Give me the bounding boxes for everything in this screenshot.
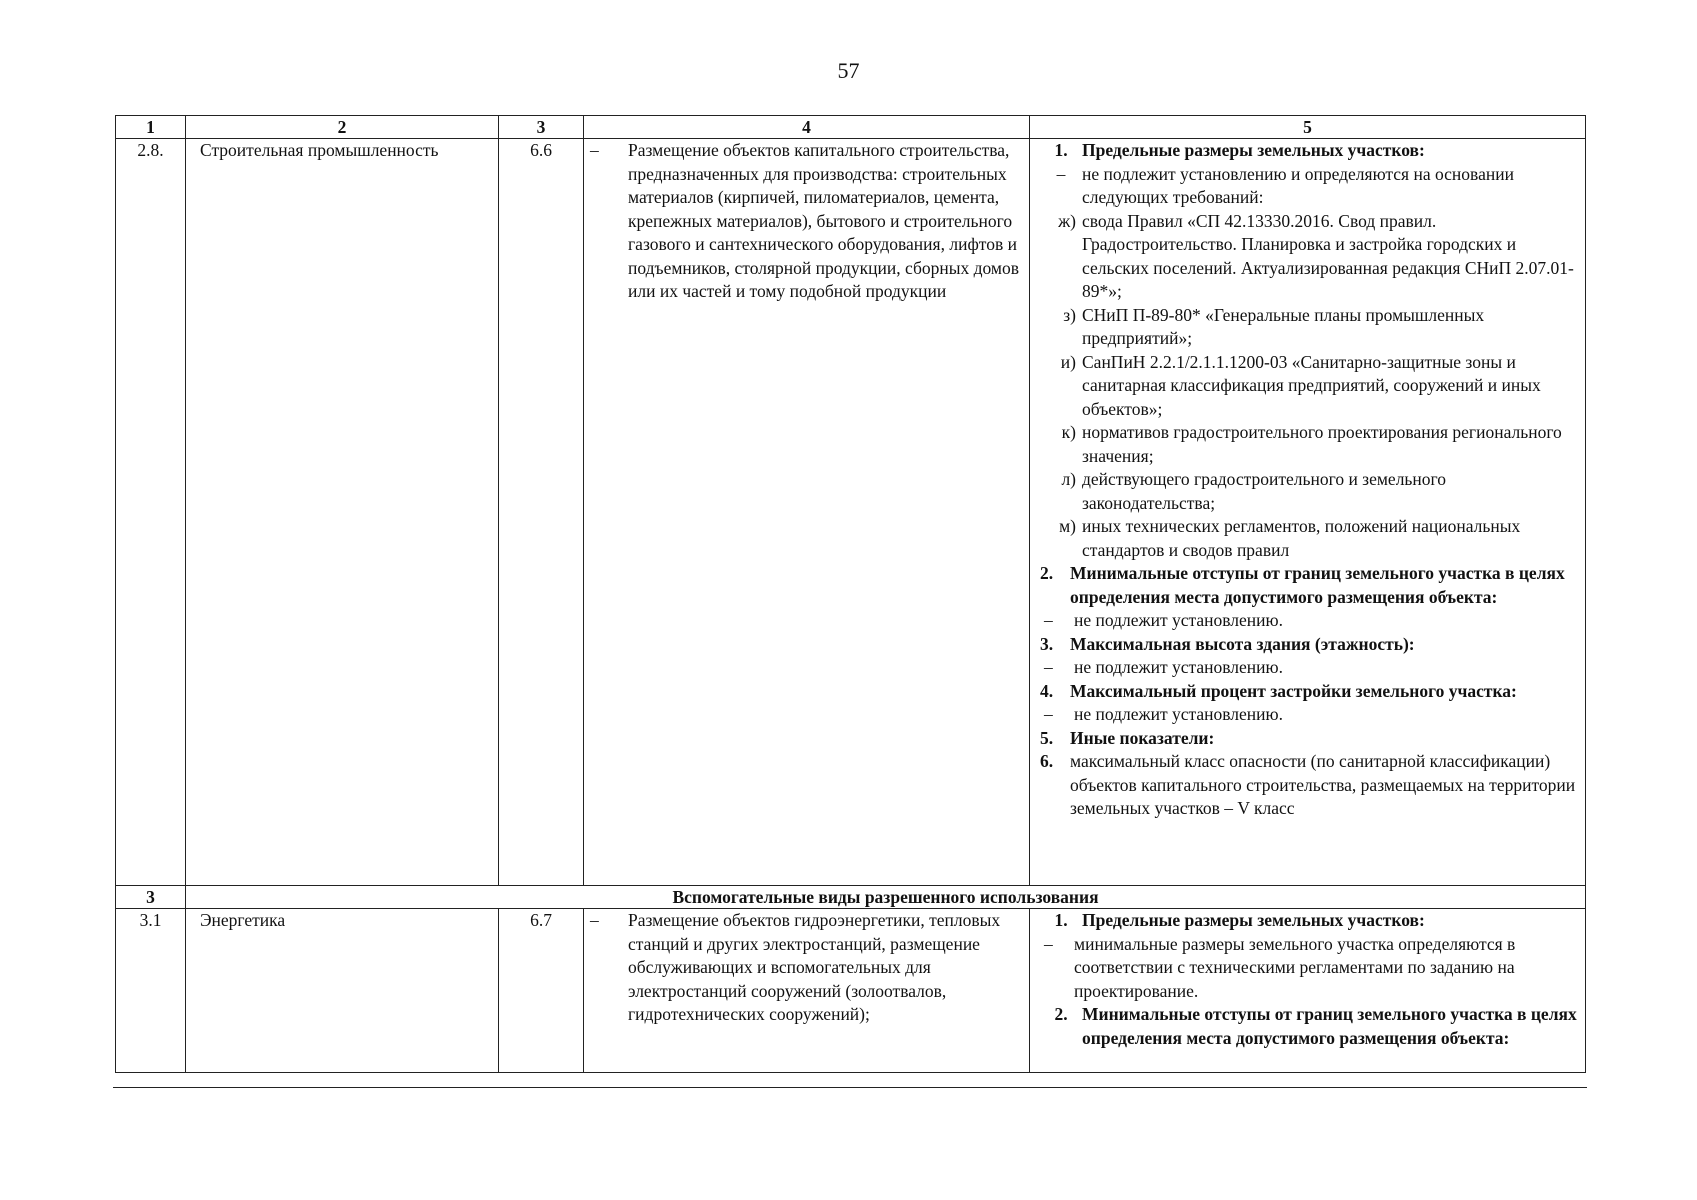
page-number: 57 <box>837 58 860 83</box>
parameter-marker: – <box>1044 657 1053 677</box>
row-number: 3.1 <box>116 909 186 1073</box>
parameter-item <box>1040 909 1577 933</box>
classifier-code: 6.6 <box>499 139 584 886</box>
classifier-code: 6.7 <box>499 909 584 1073</box>
parameter-item <box>1040 680 1577 704</box>
parameter-text: иных технических регламентов, положений национальных стандартов и сводов правил <box>1082 516 1521 560</box>
page-bottom-rule <box>113 1087 1587 1088</box>
parameter-marker: 6. <box>1040 751 1054 771</box>
table-header-row <box>116 116 1586 139</box>
parameter-marker: к) <box>1061 422 1076 442</box>
parameter-item <box>1040 351 1577 422</box>
parameter-item <box>1040 703 1577 727</box>
parameter-marker: 1. <box>1054 910 1068 930</box>
parameter-text: Иные показатели: <box>1070 727 1215 748</box>
parameter-marker: ж) <box>1058 210 1076 231</box>
parameter-item <box>1040 633 1577 657</box>
header-col-2: 2 <box>186 116 499 139</box>
header-col-3: 3 <box>499 116 584 139</box>
parameter-marker: – <box>1044 933 1053 954</box>
parameter-text: СанПиН 2.2.1/2.1.1.1200-03 «Санитарно-защитные зоны и санитарная классификация предприятий, сооружений и иных объектов»; <box>1082 351 1541 419</box>
dash-marker: – <box>590 140 599 160</box>
section-row <box>116 886 1586 909</box>
use-description <box>584 139 1030 886</box>
parameter-text: Максимальная высота здания (этажность): <box>1070 633 1415 654</box>
parameter-item <box>1040 210 1577 304</box>
parameter-item <box>1040 727 1577 751</box>
parameter-text: СНиП П-89-80* «Генеральные планы промышленных предприятий»; <box>1082 304 1485 348</box>
section-title: Вспомогательные виды разрешенного использования <box>186 886 1586 909</box>
parameter-marker: л) <box>1061 469 1076 489</box>
section-number: 3 <box>116 886 186 909</box>
parameter-item <box>1040 562 1577 609</box>
parameter-text: минимальные размеры земельного участка определяются в соответствии с техническими регламентами по заданию на проектирование. <box>1074 933 1516 1001</box>
parameter-marker: – <box>1056 163 1066 184</box>
header-col-1: 1 <box>116 116 186 139</box>
description-text: Размещение объектов капитального строительства, предназначенных для производства: строительных материалов (кирпичей, пиломатериалов, цемента, крепежных материалов), бытового и строительного газового и сантехнического оборудования, лифтов и подъемников, столярной продукции, сборных домов или их частей и тому подобной продукции <box>628 140 1020 301</box>
parameter-marker: з) <box>1063 304 1076 325</box>
parameter-item <box>1040 656 1577 680</box>
parameter-text: свода Правил «СП 42.13330.2016. Свод правил. Градостроительство. Планировка и застройка городских и сельских поселений. Актуализированная редакция СНиП 2.07.01-89*»; <box>1082 210 1574 301</box>
parameter-text: Минимальные отступы от границ земельного участка в целях определения места допустимого размещения объекта: <box>1070 563 1565 607</box>
row-number: 2.8. <box>116 139 186 886</box>
header-col-4: 4 <box>584 116 1030 139</box>
table-row <box>116 909 1586 1073</box>
parameter-marker: 5. <box>1040 727 1054 748</box>
parameter-item <box>1040 421 1577 468</box>
parameter-item <box>1040 139 1577 163</box>
parameter-item <box>1040 163 1577 210</box>
parameter-item <box>1040 609 1577 633</box>
parameter-text: Минимальные отступы от границ земельного участка в целях определения места допустимого размещения объекта: <box>1082 1004 1577 1048</box>
parameter-marker: и) <box>1060 351 1076 372</box>
parameter-item <box>1040 1003 1577 1050</box>
parameter-item <box>1040 468 1577 515</box>
use-type-name: Энергетика <box>186 909 499 1073</box>
parameter-marker: – <box>1044 610 1053 630</box>
parameter-text: нормативов градостроительного проектирования регионального значения; <box>1082 422 1562 466</box>
parameter-marker: 4. <box>1040 680 1054 701</box>
parameter-text: Максимальный процент застройки земельного участка: <box>1070 680 1517 701</box>
table-row <box>116 139 1586 886</box>
regulations-table <box>115 115 1586 1073</box>
parameter-text: Предельные размеры земельных участков: <box>1082 140 1425 160</box>
parameter-marker: – <box>1044 704 1053 724</box>
header-col-5: 5 <box>1030 116 1586 139</box>
parameter-marker: 3. <box>1040 633 1054 654</box>
dash-marker: – <box>590 910 599 930</box>
description-text: Размещение объектов гидроэнергетики, тепловых станций и других электростанций, размещение обслуживающих и вспомогательных для электростанций сооружений (золоотвалов, гидротехнических сооружений); <box>628 910 1001 1024</box>
parameter-text: действующего градостроительного и земельного законодательства; <box>1082 469 1447 513</box>
parameter-marker: 2. <box>1054 1004 1068 1024</box>
parameter-text: не подлежит установлению. <box>1074 657 1283 677</box>
parameter-item <box>1040 515 1577 562</box>
parameter-marker: м) <box>1059 516 1076 536</box>
parameter-text: не подлежит установлению и определяются на основании следующих требований: <box>1082 163 1514 207</box>
use-description <box>584 909 1030 1073</box>
parameter-text: Предельные размеры земельных участков: <box>1082 910 1425 930</box>
parameter-marker: 2. <box>1040 563 1054 583</box>
parameter-item <box>1040 933 1577 1004</box>
parameters-cell <box>1030 909 1586 1073</box>
parameters-cell <box>1030 139 1586 886</box>
parameter-text: максимальный класс опасности (по санитарной классификации) объектов капитального строительства, размещаемых на территории земельных участков – V класс <box>1070 751 1576 818</box>
parameter-text: не подлежит установлению. <box>1074 704 1283 724</box>
parameter-item <box>1040 750 1577 821</box>
use-type-name: Строительная промышленность <box>186 139 499 886</box>
parameter-text: не подлежит установлению. <box>1074 610 1283 630</box>
parameter-item <box>1040 304 1577 351</box>
parameter-marker: 1. <box>1054 140 1068 160</box>
